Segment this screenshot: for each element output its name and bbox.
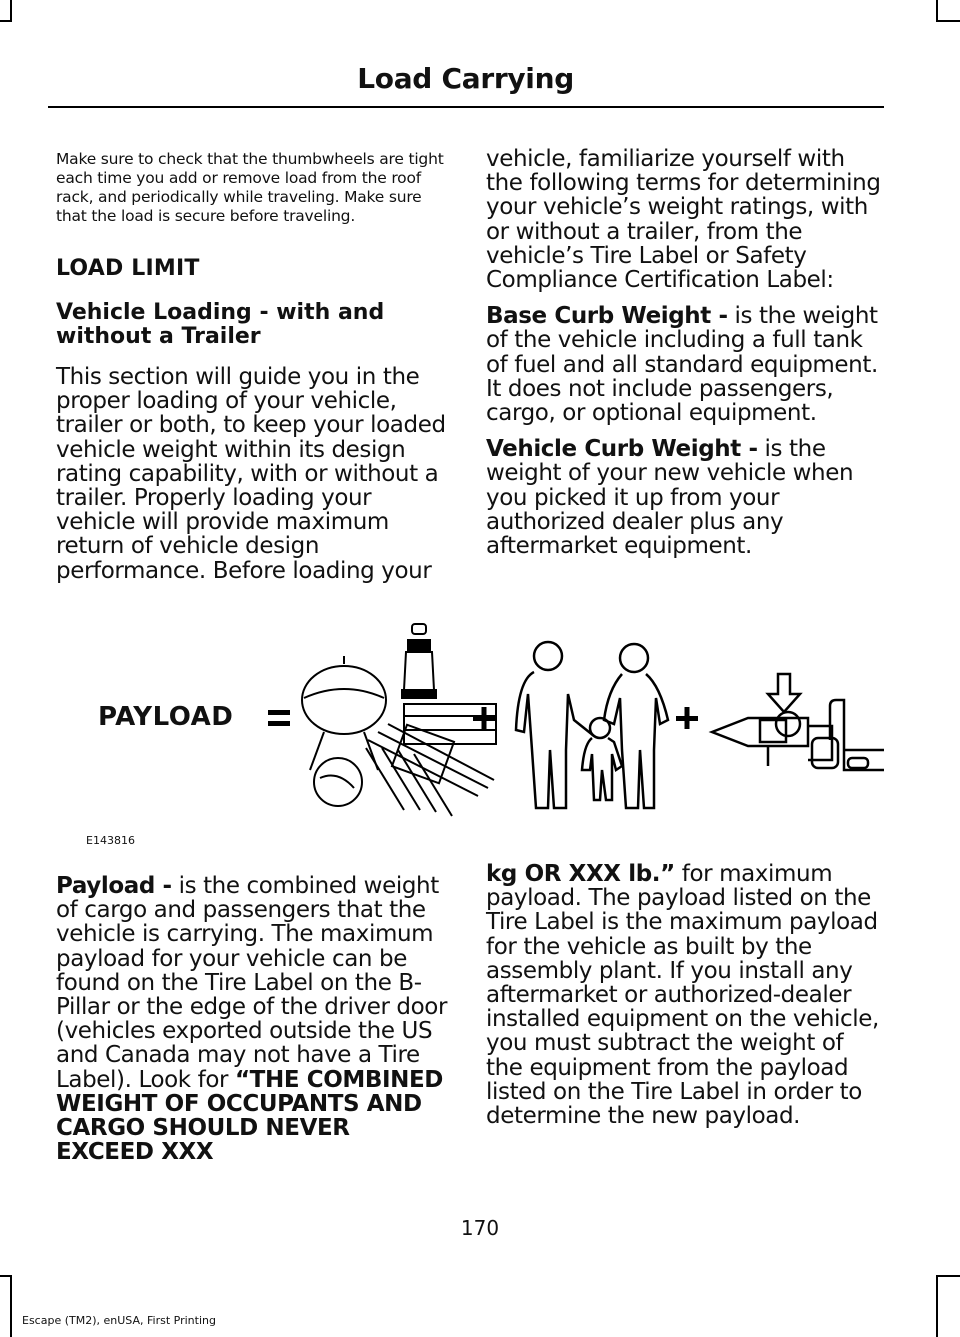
passengers-icon [516,642,668,808]
crop-mark [0,1275,12,1277]
figure-code: E143816 [86,834,135,847]
left-column [56,150,450,595]
trailer-hitch-icon [712,674,884,770]
term-label: Vehicle Curb Weight - [486,436,758,463]
bottom-right-column [486,862,882,1140]
term-text: is the weight of the vehicle including a full tank of fuel and all standard equipment. It does not include passengers, cargo, or optional equipment. [486,303,878,427]
crop-mark [936,20,960,22]
footer-text: Escape (TM2), enUSA, First Printing [22,1314,216,1327]
label-quote: “THE COMBINED WEIGHT OF OCCUPANTS AND CARGO SHOULD NEVER EXCEED XXX [56,1066,444,1166]
crop-mark [0,20,12,22]
continuation-text: for maximum payload. The payload listed on the Tire Label is the maximum payload for the vehicle as built by the assembly plant. If you install any aftermarket or authorized-dealer installed equipment on the vehicle, you must subtract the weight of the equipment from the payload listed on the Tire Label in order to determine the new payload. [486,861,879,1130]
page-title: Load Carrying [357,62,574,95]
header-rule [48,106,884,108]
equals-sign [268,710,290,726]
term-label: Base Curb Weight - [486,303,728,330]
crop-mark [936,1275,938,1337]
section-subheading: Vehicle Loading - with and without a Trailer [56,300,385,349]
term-text: is the weight of your new vehicle when you picked it up from your authorized dealer plus any aftermarket equipment. [486,436,854,560]
term-text: is the combined weight of cargo and passengers that the vehicle is carrying. The maximum payload for your vehicle can be found on the Tire Label on the B-Pillar or the edge of the driver door (vehicles exported outside the US and Canada may not have a Tire Label). Look for [56,873,448,1093]
label-quote-end: kg OR XXX lb.” [486,861,675,887]
plus-sign [676,707,698,729]
crop-mark [936,1275,960,1277]
body-paragraph: This section will guide you in the proper loading of your vehicle, trailer or both, to keep your loaded vehicle weight within its design rating capability, with or without a trailer. Properly loading your vehicle will provide maximum return of vehicle design performance. Before loading your [56,364,446,584]
right-column [486,147,882,570]
intro-paragraph: Make sure to check that the thumbwheels are tight each time you add or remove load from the roof rack, and periodically while traveling. Make sure that the load is secure before traveling. [56,150,444,225]
crop-mark [10,1275,12,1337]
page-number: 170 [460,1216,500,1240]
cargo-icon [302,624,496,816]
definition-base-curb-weight [486,304,882,425]
definition-vehicle-curb-weight [486,437,882,558]
payload-label: PAYLOAD [98,702,234,732]
plus-sign [473,707,495,729]
body-paragraph: vehicle, familiarize yourself with the following terms for determining your vehicle’s weight ratings, with or without a trailer, from the vehicle’s Tire Label or Safety Compliance Certification Label: [486,146,881,294]
payload-illustration [48,620,884,860]
section-heading: LOAD LIMIT [56,256,200,281]
term-label: Payload - [56,873,172,899]
definition-payload [56,874,450,1164]
payload-figure-svg [48,620,884,830]
payload-continuation [486,862,882,1128]
bottom-left-column [56,874,450,1176]
crop-mark [10,0,12,22]
crop-mark [936,0,938,22]
